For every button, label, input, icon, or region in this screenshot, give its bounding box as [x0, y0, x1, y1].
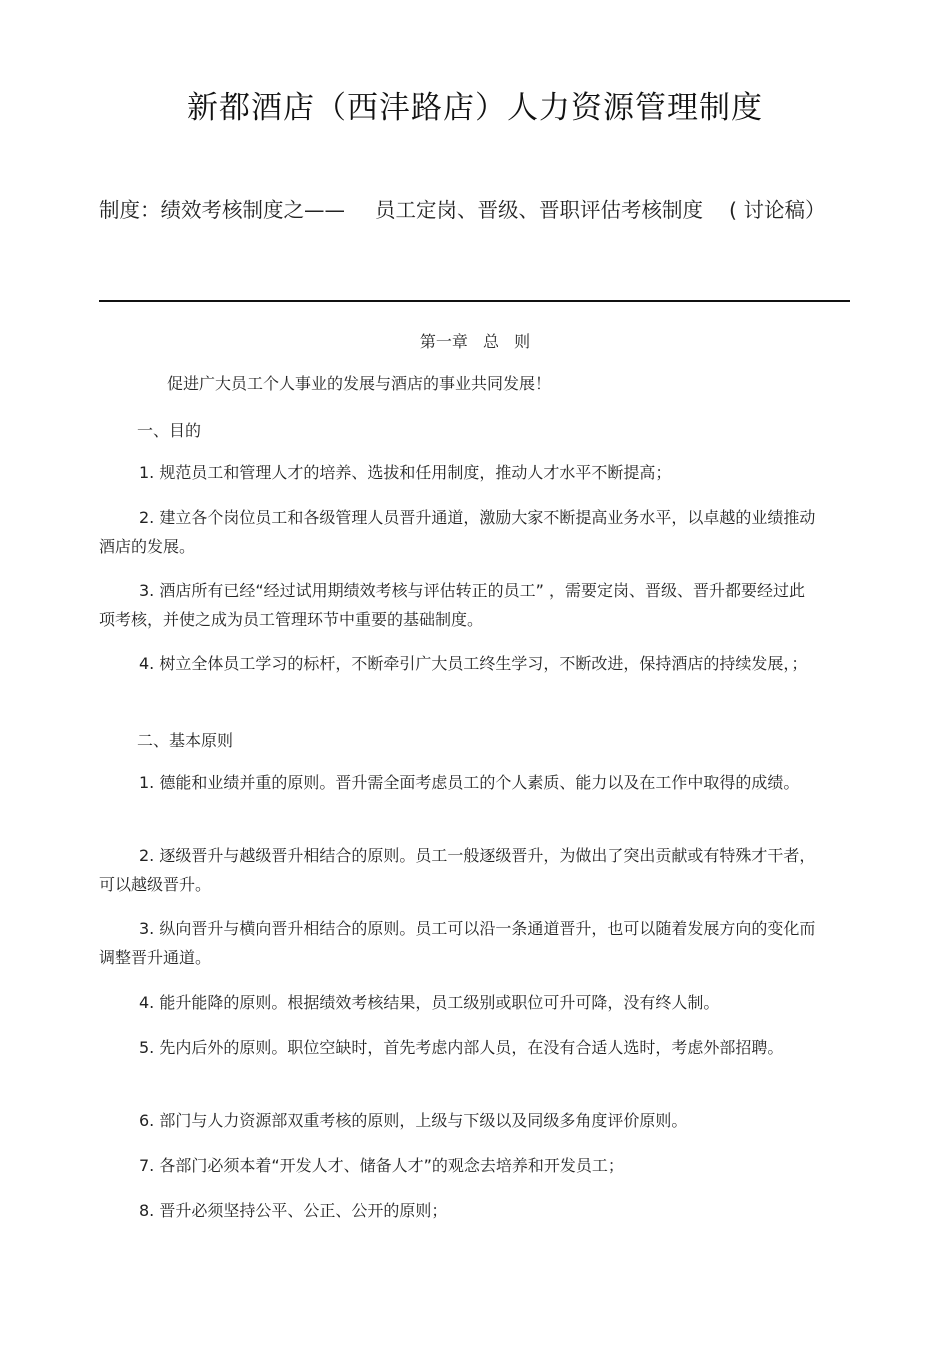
list-item: 2. 建立各个岗位员工和各级管理人员晋升通道，激励大家不断提高业务水平，以卓越的业绩推动酒店的发展。: [99, 508, 816, 556]
subtitle-draft-note: ( 讨论稿）: [729, 198, 826, 222]
chapter-heading: 第一章 总 则: [419, 332, 531, 351]
document-title: 新都酒店（西沣路店）人力资源管理制度: [187, 90, 763, 126]
list-item: 3. 纵向晋升与横向晋升相结合的原则。员工可以沿一条通道晋升，也可以随着发展方向的变化而调整晋升通道。: [99, 919, 816, 967]
list-item: 1. 规范员工和管理人才的培养、选拔和任用制度，推动人才水平不断提高；: [139, 463, 672, 482]
list-item: 4. 树立全体员工学习的标杆，不断牵引广大员工终生学习，不断改进，保持酒店的持续发展，；: [139, 654, 808, 673]
subtitle-policy-name: 员工定岗、晋级、晋职评估考核制度: [375, 198, 703, 222]
list-item: 8. 晋升必须坚持公平、公正、公开的原则；: [139, 1201, 448, 1220]
header-divider: [99, 300, 850, 302]
list-item: 2. 逐级晋升与越级晋升相结合的原则。员工一般逐级晋升，为做出了突出贡献或有特殊才干者，可以越级晋升。: [99, 846, 816, 894]
document-subtitle: [99, 195, 859, 225]
section-heading-principles: 二、基本原则: [137, 731, 234, 750]
intro-text: 促进广大员工个人事业的发展与酒店的事业共同发展！: [167, 374, 552, 393]
list-item: 1. 德能和业绩并重的原则。晋升需全面考虑员工的个人素质、能力以及在工作中取得的成绩。: [139, 773, 800, 792]
subtitle-policy-series: 制度：绩效考核制度之——: [99, 198, 345, 222]
list-item: 4. 能升能降的原则。根据绩效考核结果，员工级别或职位可升可降，没有终人制。: [139, 993, 720, 1012]
list-item: 5. 先内后外的原则。职位空缺时，首先考虑内部人员，在没有合适人选时，考虑外部招聘。: [139, 1038, 784, 1057]
intro-paragraph: [99, 369, 819, 398]
section-heading-purpose: 一、目的: [137, 421, 202, 440]
list-item: 6. 部门与人力资源部双重考核的原则，上级与下级以及同级多角度评价原则。: [139, 1111, 688, 1130]
list-item: 3. 酒店所有已经“经过试用期绩效考核与评估转正的员工” ，需要定岗、晋级、晋升都要经过此项考核，并使之成为员工管理环节中重要的基础制度。: [99, 581, 806, 629]
list-item: 7. 各部门必须本着“开发人才、储备人才”的观念去培养和开发员工；: [139, 1156, 624, 1175]
